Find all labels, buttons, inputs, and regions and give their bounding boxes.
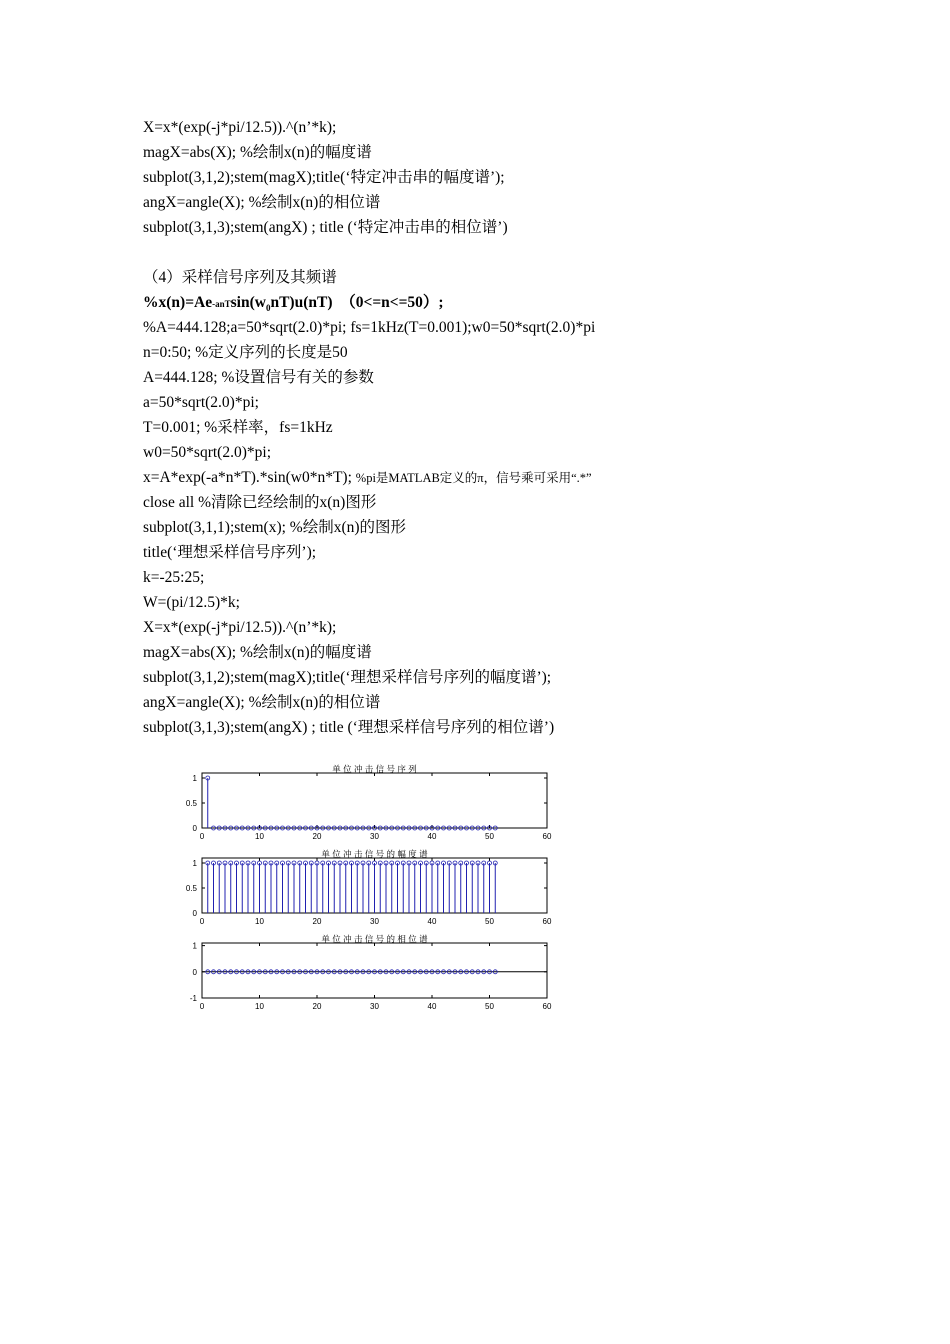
- y-tick-label: 0: [192, 967, 197, 977]
- y-tick-label: 0: [192, 909, 197, 918]
- code-text: x=A*exp(-a*n*T).*sin(w0*n*T);: [143, 469, 356, 486]
- code-line: X=x*(exp(-j*pi/12.5)).^(n’*k);: [143, 619, 337, 636]
- y-tick-label: 0.5: [185, 884, 197, 893]
- code-line: title(‘理想采样信号序列’);: [143, 544, 317, 561]
- y-tick-label: 0.5: [185, 799, 197, 808]
- y-tick-label: 0: [192, 824, 197, 833]
- x-tick-label: 0: [199, 1002, 205, 1011]
- formula-line: [143, 293, 444, 318]
- y-tick-label: 1: [192, 774, 197, 783]
- x-tick-label: 50: [485, 832, 494, 841]
- plot-axes-box: [202, 773, 547, 828]
- x-tick-label: 30: [370, 832, 379, 841]
- code-line: subplot(3,1,2);stem(magX);title(‘理想采样信号序列的幅度谱’);: [143, 669, 552, 686]
- code-line: X=x*(exp(-j*pi/12.5)).^(n’*k);: [143, 119, 337, 136]
- x-tick-label: 60: [542, 1002, 552, 1011]
- code-line: T=0.001; %采样率，fs=1kHz: [143, 419, 333, 436]
- formula-subscript: 0: [265, 303, 271, 313]
- formula-part: nT)u(nT): [270, 294, 333, 311]
- formula-exponent: -anT: [212, 299, 231, 309]
- code-line: k=-25:25;: [143, 569, 205, 586]
- plot-title: 单 位 冲 击 信 号 的 幅 度 谱: [321, 849, 428, 859]
- code-line: close all %清除已经绘制的x(n)图形: [143, 494, 377, 511]
- section-heading: （4）采样信号序列及其频谱: [143, 269, 337, 286]
- x-tick-label: 0: [199, 917, 205, 926]
- x-tick-label: 10: [255, 917, 264, 926]
- x-tick-label: 0: [199, 832, 205, 841]
- code-line: magX=abs(X); %绘制x(n)的幅度谱: [143, 144, 372, 161]
- x-tick-label: 50: [485, 917, 494, 926]
- x-tick-label: 60: [542, 917, 552, 926]
- x-tick-label: 60: [542, 832, 552, 841]
- plot-title: 单 位 冲 击 信 号 序 列: [332, 764, 417, 774]
- code-line: A=444.128; %设置信号有关的参数: [143, 369, 374, 386]
- code-line: w0=50*sqrt(2.0)*pi;: [143, 444, 271, 461]
- code-line: [143, 468, 592, 488]
- code-line: W=(pi/12.5)*k;: [143, 594, 240, 611]
- formula-range: （0<=n<=50）;: [340, 294, 444, 311]
- x-tick-label: 40: [427, 917, 437, 926]
- x-tick-label: 30: [370, 917, 379, 926]
- code-line: subplot(3,1,3);stem(angX) ; title (‘理想采样信号序列的相位谱’): [143, 719, 555, 736]
- code-comment: %pi是MATLAB定义的π，信号乘可采用“.*”: [355, 471, 592, 485]
- x-tick-label: 10: [255, 1002, 264, 1011]
- code-line: n=0:50; %定义序列的长度是50: [143, 344, 348, 361]
- code-line: angX=angle(X); %绘制x(n)的相位谱: [143, 694, 381, 711]
- code-line: subplot(3,1,1);stem(x); %绘制x(n)的图形: [143, 519, 407, 536]
- plot-title: 单 位 冲 击 信 号 的 相 位 谱: [321, 934, 428, 944]
- x-tick-label: 40: [427, 832, 437, 841]
- y-tick-label: 1: [192, 941, 197, 951]
- stem-plot-figure: [170, 760, 570, 1025]
- x-tick-label: 40: [427, 1002, 437, 1011]
- code-line: subplot(3,1,2);stem(magX);title(‘特定冲击串的幅度谱’);: [143, 169, 505, 186]
- code-line: angX=angle(X); %绘制x(n)的相位谱: [143, 194, 381, 211]
- code-line: magX=abs(X); %绘制x(n)的幅度谱: [143, 644, 372, 661]
- formula-part: sin(w: [230, 294, 266, 311]
- y-tick-label: -1: [189, 994, 197, 1003]
- x-tick-label: 20: [312, 1002, 322, 1011]
- formula-part: %x(n)=Ae: [143, 294, 213, 311]
- x-tick-label: 30: [370, 1002, 379, 1011]
- x-tick-label: 50: [485, 1002, 494, 1011]
- x-tick-label: 20: [312, 917, 322, 926]
- code-line: a=50*sqrt(2.0)*pi;: [143, 394, 259, 411]
- x-tick-label: 20: [312, 832, 322, 841]
- x-tick-label: 10: [255, 832, 264, 841]
- param-line: %A=444.128;a=50*sqrt(2.0)*pi; fs=1kHz(T=0.001);w0=50*sqrt(2.0)*pi: [143, 319, 596, 336]
- plot-axes-box: [202, 943, 547, 998]
- y-tick-label: 1: [192, 859, 197, 868]
- code-line: subplot(3,1,3);stem(angX) ; title (‘特定冲击串的相位谱’): [143, 219, 508, 236]
